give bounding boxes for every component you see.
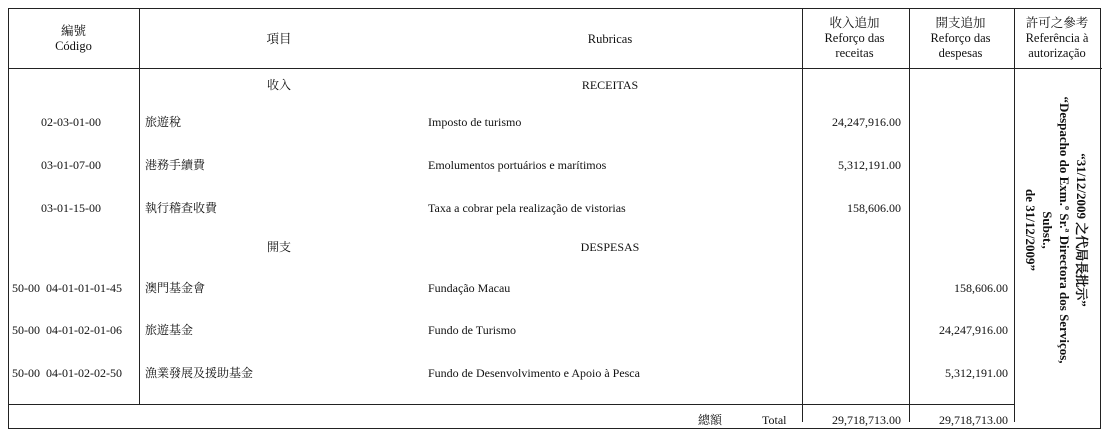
col-divider bbox=[802, 9, 803, 422]
row-code: 50-00 04-01-01-01-45 bbox=[12, 281, 122, 295]
header-code-pt: Código bbox=[55, 39, 92, 53]
row-item: 旅遊基金 bbox=[145, 323, 194, 337]
row-item: 港務手續費 bbox=[145, 158, 206, 172]
row-rubric: Imposto de turismo bbox=[428, 115, 522, 129]
authorization-line2: “Despacho do Exm.º Sr.ª Directora dos Serviços, Subst., bbox=[1040, 96, 1072, 364]
row-code: 03-01-15-00 bbox=[41, 201, 101, 215]
row-item: 漁業發展及援助基金 bbox=[145, 366, 254, 380]
row-revenue: 5,312,191.00 bbox=[838, 158, 901, 172]
header-divider bbox=[9, 68, 1102, 69]
header-expense-pt1: Reforço das bbox=[930, 31, 991, 45]
header-expense-zh: 開支追加 bbox=[935, 16, 986, 30]
header-code-zh: 編號 bbox=[60, 24, 86, 38]
row-rubric: Fundo de Turismo bbox=[428, 323, 517, 337]
row-expense: 24,247,916.00 bbox=[939, 323, 1008, 337]
row-expense: 5,312,191.00 bbox=[945, 366, 1008, 380]
header-revenue-pt1: Reforço das bbox=[824, 31, 885, 45]
row-revenue: 158,606.00 bbox=[847, 201, 901, 215]
row-revenue: 24,247,916.00 bbox=[832, 115, 901, 129]
row-rubric: Fundação Macau bbox=[428, 281, 511, 295]
header-expense bbox=[908, 16, 1013, 61]
section-revenue-pt: RECEITAS bbox=[581, 78, 639, 92]
total-label-pt: Total bbox=[762, 413, 787, 427]
authorization-line3: de 31/12/2009” bbox=[1023, 189, 1038, 271]
header-reference bbox=[1013, 16, 1101, 61]
header-reference-pt2: autorização bbox=[1028, 46, 1086, 60]
header-item: 項目 bbox=[266, 32, 292, 46]
row-rubric: Fundo de Desenvolvimento e Apoio à Pesca bbox=[428, 366, 640, 380]
col-divider bbox=[909, 9, 910, 422]
section-expense-zh: 開支 bbox=[266, 240, 291, 254]
header-revenue-zh: 收入追加 bbox=[829, 16, 880, 30]
header-reference-pt1: Referência à bbox=[1025, 31, 1089, 45]
section-expense-pt: DESPESAS bbox=[580, 240, 640, 254]
total-revenue: 29,718,713.00 bbox=[832, 413, 901, 427]
section-revenue-zh: 收入 bbox=[266, 78, 291, 92]
row-code: 50-00 04-01-02-01-06 bbox=[12, 323, 122, 337]
total-expense: 29,718,713.00 bbox=[939, 413, 1008, 427]
header-expense-pt2: despesas bbox=[938, 46, 983, 60]
total-label-zh: 總額 bbox=[698, 413, 723, 427]
row-item: 執行稽查收費 bbox=[145, 201, 218, 215]
authorization-line1: “31/12/2009 之代局長批示” bbox=[1074, 153, 1089, 307]
col-divider bbox=[1014, 9, 1015, 422]
header-rubric: Rubricas bbox=[587, 32, 633, 46]
row-code: 03-01-07-00 bbox=[41, 158, 101, 172]
row-rubric: Emolumentos portuários e marítimos bbox=[428, 158, 607, 172]
header-code bbox=[8, 24, 139, 54]
header-revenue-pt2: receitas bbox=[835, 46, 874, 60]
total-divider bbox=[9, 404, 1014, 405]
row-code: 02-03-01-00 bbox=[41, 115, 101, 129]
header-reference-zh: 許可之參考 bbox=[1025, 16, 1089, 30]
header-revenue bbox=[801, 16, 908, 61]
authorization-reference bbox=[1016, 80, 1096, 380]
row-rubric: Taxa a cobrar pela realização de vistorias bbox=[428, 201, 626, 215]
row-item: 旅遊稅 bbox=[145, 115, 182, 129]
row-expense: 158,606.00 bbox=[954, 281, 1008, 295]
row-item: 澳門基金會 bbox=[145, 281, 206, 295]
row-code: 50-00 04-01-02-02-50 bbox=[12, 366, 122, 380]
